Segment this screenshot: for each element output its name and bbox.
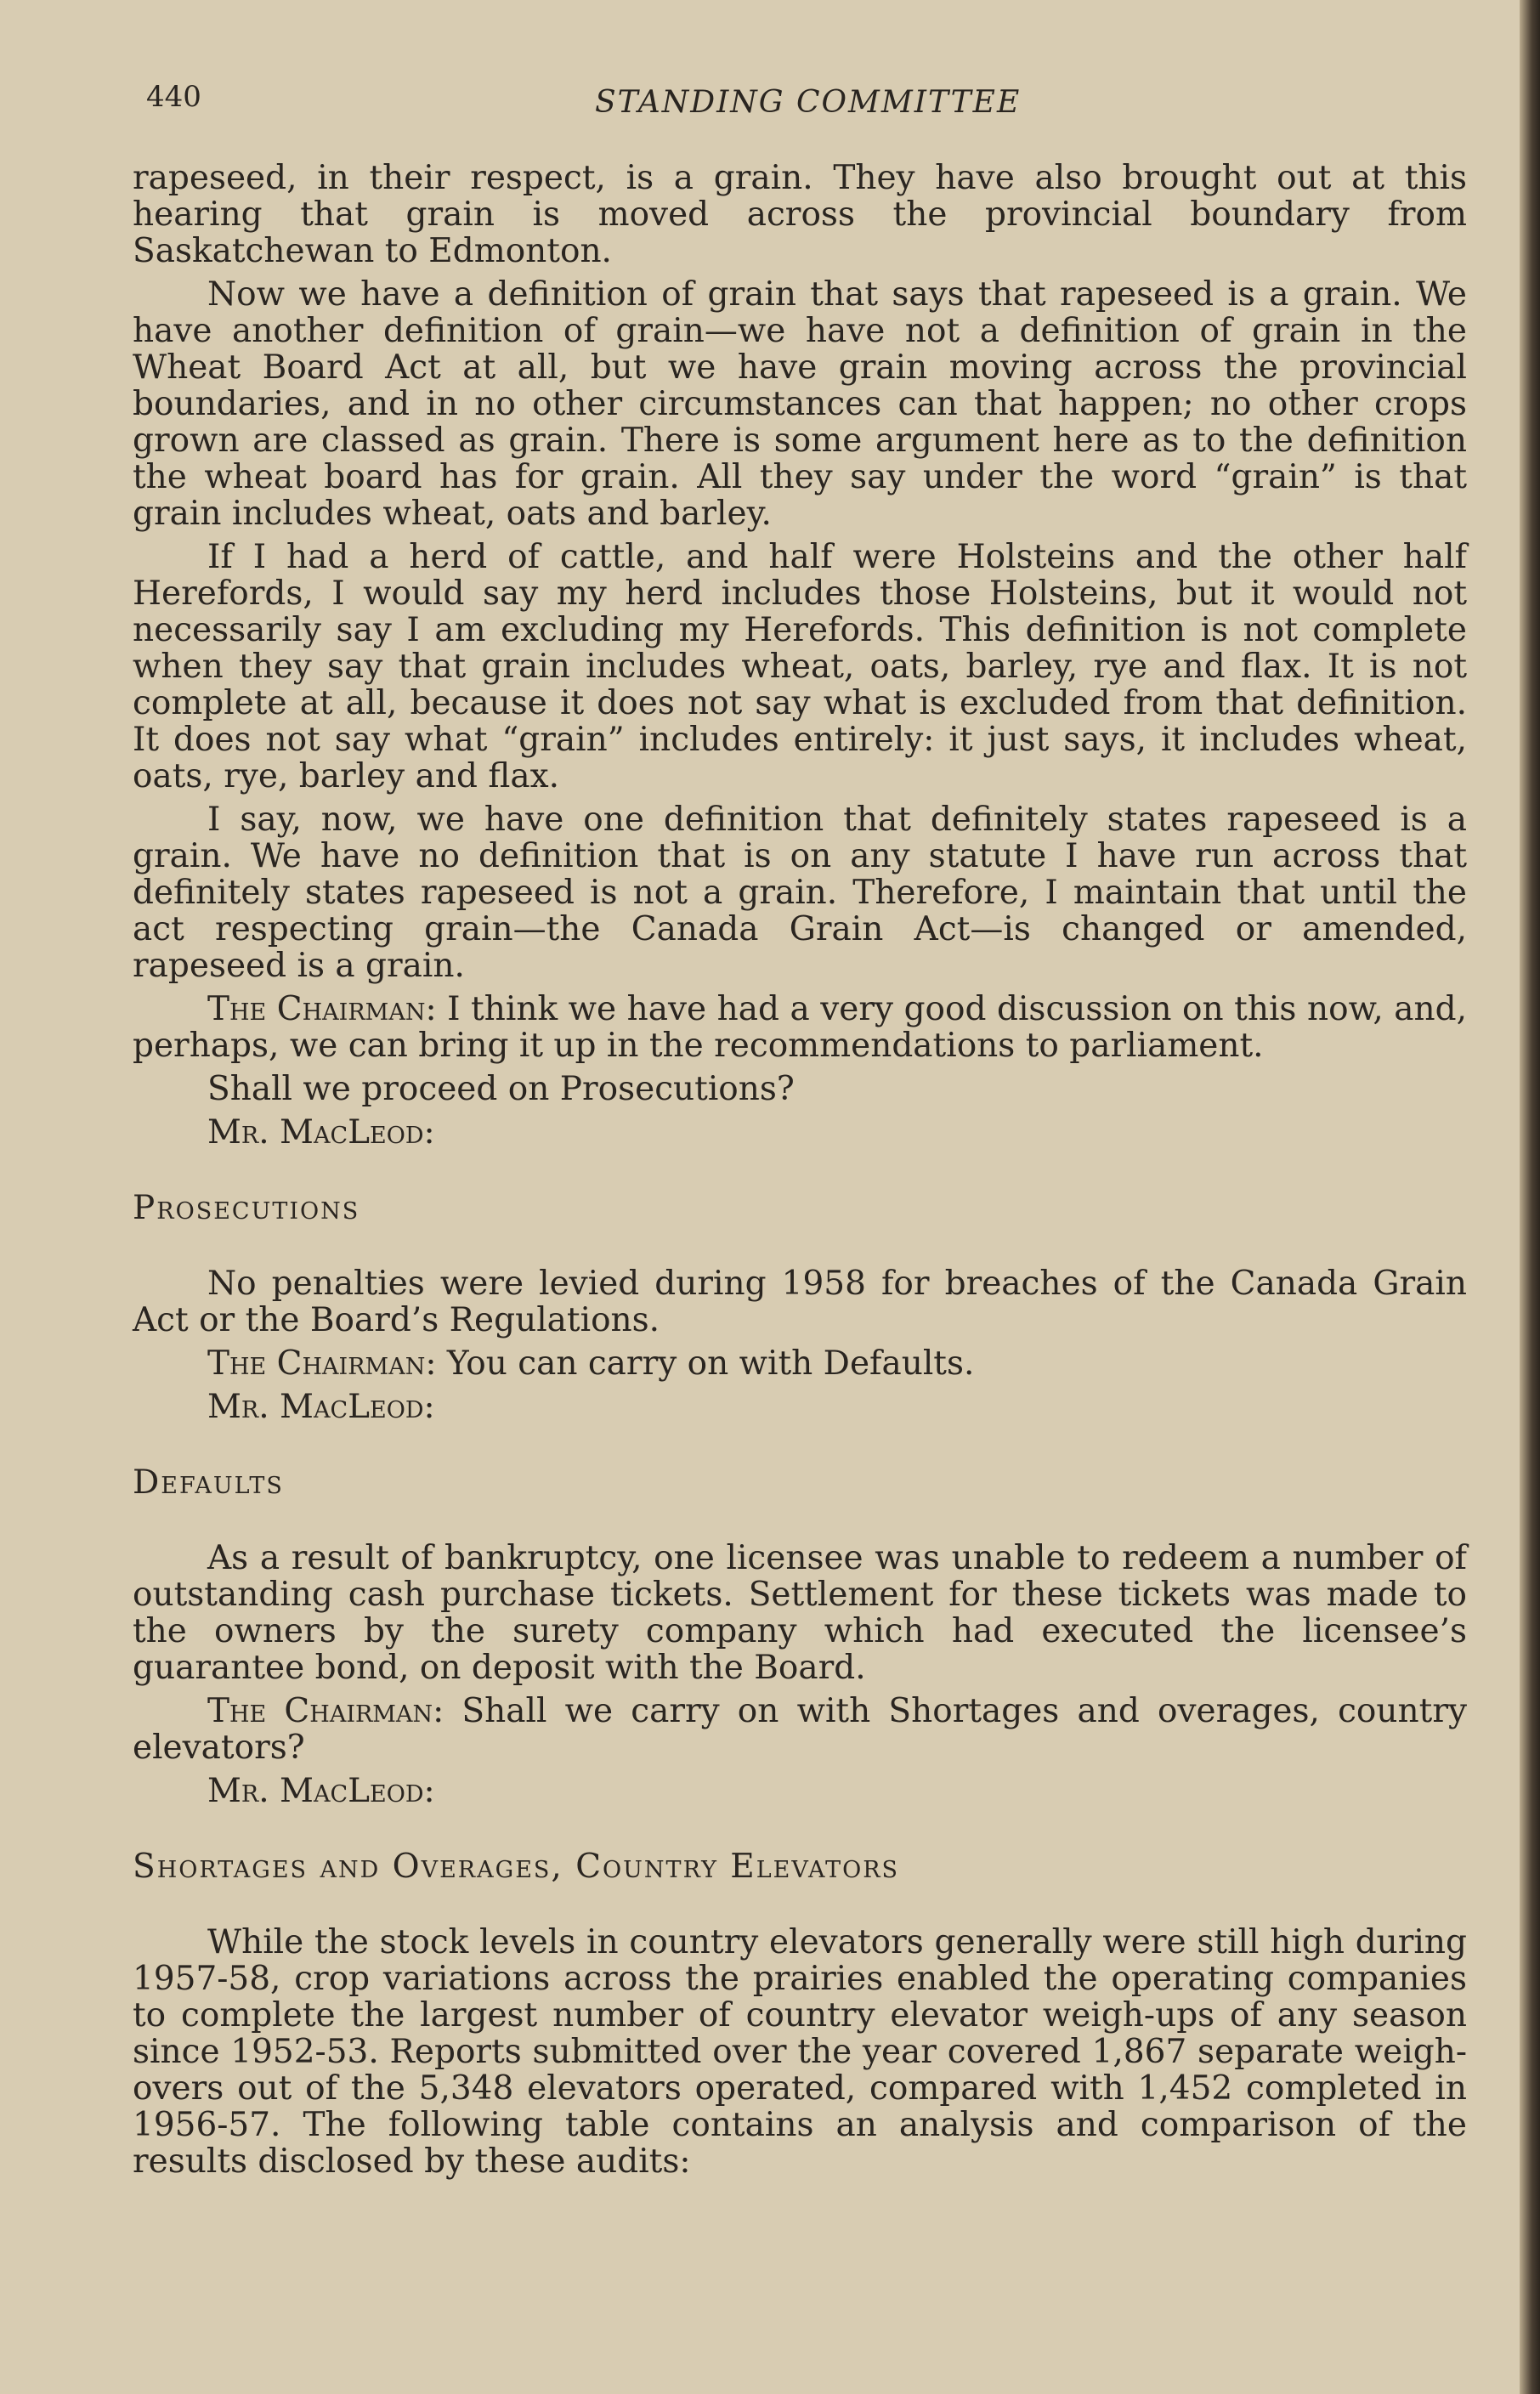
chairman-remark-2-text: You can carry on with Defaults. (446, 1344, 975, 1383)
speaker-chairman: The Chairman: (207, 1692, 444, 1730)
paragraph-defaults: As a result of bankruptcy, one licensee was unable to redeem a number of outstanding cash purchase tickets. Settlement for these tickets was made to the owners by the surety company which had executed the licensee’s guarantee bond, on deposit with the Board. (133, 1539, 1467, 1687)
paragraph-conclusion: I say, now, we have one definition that definitely states rapeseed is a grain. We have no definition that is on any statute I have run across that definitely states rapeseed is not a grain. Therefore, I maintain that until the act respecting grain—the Canada Grain Act—is changed or amended, rapeseed is a grain. (133, 801, 1467, 985)
paragraph-herd-analogy: If I had a herd of cattle, and half were Holsteins and the other half Herefords, I would say my herd includes those Holsteins, but it would not necessarily say I am excluding my Herefords. This definition is not complete when they say that grain includes wheat, oats, barley, rye and flax. It is not complete at all, because it does not say what is excluded from that definition. It does not say what “grain” includes entirely: it just says, it includes wheat, oats, rye, barley and flax. (133, 538, 1467, 795)
chairman-question-prosecutions: Shall we proceed on Prosecutions? (207, 1070, 795, 1108)
speaker-macleod-3: Mr. MacLeod: (207, 1772, 435, 1810)
speaker-chairman: The Chairman: (207, 990, 437, 1028)
speaker-macleod-1: Mr. MacLeod: (207, 1113, 435, 1152)
chairman-remark-1-text: I think we have had a very good discussion on this now, and, perhaps, we can bring it up in the recommendations to parliament. (133, 990, 1467, 1065)
section-heading-shortages: Shortages and Overages, Country Elevators (133, 1848, 900, 1886)
speaker-macleod-2: Mr. MacLeod: (207, 1388, 435, 1426)
page-number: 440 (146, 80, 201, 114)
speaker-chairman: The Chairman: (207, 1344, 437, 1383)
chairman-remark-1 (133, 991, 1467, 1064)
paragraph-continuation: rapeseed, in their respect, is a grain. They have also brought out at this hearing that grain is moved across the provincial boundary from Saskatchewan to Edmonton. (133, 159, 1467, 270)
paragraph-shortages: While the stock levels in country elevators generally were still high during 1957-58, crop variations across the prairies enabled the operating companies to complete the largest number of country elevator weigh-ups of any season since 1952-53. Reports submitted over the year covered 1,867 separate weigh-overs out of the 5,348 elevators operated, compared with 1,452 completed in 1956-57. The following table contains an analysis and comparison of the results disclosed by these audits: (133, 1923, 1467, 2181)
chairman-remark-2 (133, 1345, 1467, 1382)
paragraph-definition: Now we have a definition of grain that says that rapeseed is a grain. We have another definition of grain—we have not a definition of grain in the Wheat Board Act at all, but we have grain moving across the provincial boundaries, and in no other circumstances can that happen; no other crops grown are classed as grain. There is some argument here as to the definition the wheat board has for grain. All they say under the word “grain” is that grain includes wheat, oats and barley. (133, 275, 1467, 533)
section-heading-prosecutions: Prosecutions (133, 1189, 360, 1227)
book-spine-shadow (1520, 0, 1540, 2394)
paragraph-prosecutions: No penalties were levied during 1958 for breaches of the Canada Grain Act or the Board’s Regulations. (133, 1265, 1467, 1339)
chairman-remark-3 (133, 1693, 1467, 1766)
running-title: STANDING COMMITTEE (595, 85, 1022, 120)
chairman-remark-3-text: Shall we carry on with Shortages and overages, country elevators? (133, 1692, 1467, 1767)
page-body (133, 160, 1467, 2187)
section-heading-defaults: Defaults (133, 1463, 284, 1502)
